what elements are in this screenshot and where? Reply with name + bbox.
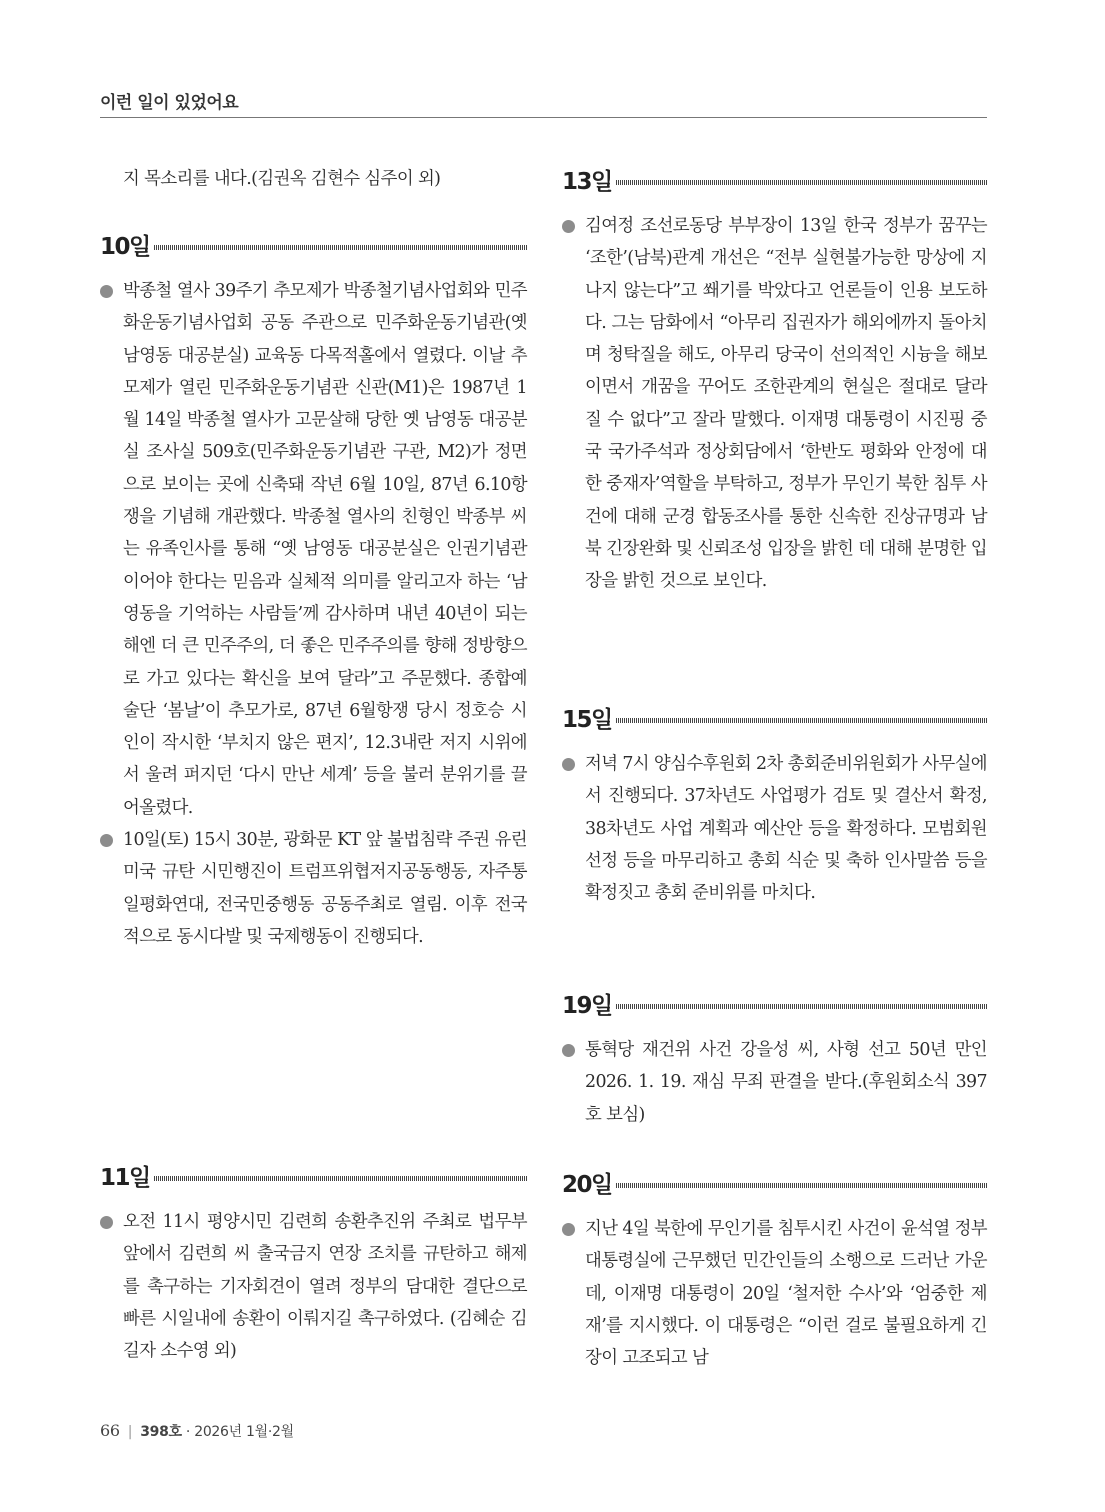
item-text: 10일(토) 15시 30분, 광화문 KT 앞 불법침략 주권 유린 미국 규탄 시민행진이 트럼프위협저지공동행동, 자주통일평화연대, 전국민중행동 공동주최로 열림. 이후 전국적으로 동시다발 및 국제행동이 진행되다. bbox=[123, 830, 527, 947]
day-19-section bbox=[562, 987, 987, 1131]
dotted-rule bbox=[154, 245, 527, 250]
day-10-section bbox=[100, 228, 527, 953]
day-20-heading bbox=[562, 1166, 987, 1199]
day-13-heading bbox=[562, 163, 987, 196]
section-header-title: 이런 일이 있었어요 bbox=[100, 93, 239, 113]
day-label: 19일 bbox=[562, 993, 612, 1019]
item-text: 통혁당 재건위 사건 강을성 씨, 사형 선고 50년 만인 2026. 1. 19. 재심 무죄 판결을 받다.(후원회소식 397호 보심) bbox=[585, 1040, 987, 1125]
header-divider bbox=[100, 117, 987, 118]
list-item bbox=[562, 210, 987, 598]
day-11-section bbox=[100, 1159, 527, 1367]
list-item bbox=[100, 1206, 527, 1367]
list-item bbox=[562, 1034, 987, 1131]
day-label: 11일 bbox=[100, 1165, 150, 1191]
day-label: 15일 bbox=[562, 707, 612, 733]
list-item bbox=[562, 748, 987, 909]
list-item bbox=[562, 1213, 987, 1374]
page-footer bbox=[100, 1421, 294, 1441]
bullet-icon bbox=[562, 220, 575, 233]
list-item bbox=[100, 824, 527, 953]
item-text: 지난 4일 북한에 무인기를 침투시킨 사건이 윤석열 정부 대통령실에 근무했던 민간인들의 소행으로 드러난 가운데, 이재명 대통령이 20일 ‘철저한 수사’와 ‘엄중한 제재’를 지시했다. 이 대통령은 “이런 걸로 불필요하게 긴장이 고조되고 남 bbox=[585, 1219, 987, 1369]
item-text: 오전 11시 평양시민 김련희 송환추진위 주최로 법무부 앞에서 김련희 씨 출국금지 연장 조치를 규탄하고 해제를 촉구하는 기자회견이 열려 정부의 담대한 결단으로 빠른 시일내에 송환이 이뤄지길 촉구하였다. (김혜순 김길자 소수영 외) bbox=[123, 1212, 527, 1362]
issue-number: 398호 bbox=[140, 1424, 182, 1440]
day-15-heading bbox=[562, 701, 987, 734]
day-10-heading bbox=[100, 228, 527, 261]
bullet-icon bbox=[562, 758, 575, 771]
item-text: 김여정 조선로동당 부부장이 13일 한국 정부가 꿈꾸는 ‘조한’(남북)관계 개선은 “전부 실현불가능한 망상에 지나지 않는다”고 쐐기를 박았다고 언론들이 인용 보도하다. 그는 담화에서 “아무리 집권자가 해외에까지 돌아치며 청탁질을 해도, 아무리 당국이 선의적인 시늉을 해보이면서 개꿈을 꾸어도 조한관계의 현실은 절대로 달라질 수 없다”고 잘라 말했다. 이재명 대통령이 시진핑 중국 국가주석과 정상회담에서 ‘한반도 평화와 안정에 대한 중재자’역할을 부탁하고, 정부가 무인기 북한 침투 사건에 대해 군경 합동조사를 통한 신속한 진상규명과 남북 긴장완화 및 신뢰조성 입장을 밝힌 데 대해 분명한 입장을 밝힌 것으로 보인다. bbox=[585, 216, 987, 592]
bullet-icon bbox=[100, 1216, 113, 1229]
list-item bbox=[100, 275, 527, 824]
footer-separator: | bbox=[127, 1424, 133, 1440]
item-text: 박종철 열사 39주기 추모제가 박종철기념사업회와 민주화운동기념사업회 공동 주관으로 민주화운동기념관(옛 남영동 대공분실) 교육동 다목적홀에서 열렸다. 이날 추모제가 열린 민주화운동기념관 신관(M1)은 1987년 1월 14일 박종철 열사가 고문살해 당한 옛 남영동 대공분실 조사실 509호(민주화운동기념관 구관, M2)가 정면으로 보이는 곳에 신축돼 작년 6월 10일, 87년 6.10항쟁을 기념해 개관했다. 박종철 열사의 친형인 박종부 씨는 유족인사를 통해 “옛 남영동 대공분실은 인권기념관이어야 한다는 믿음과 실체적 의미를 알리고자 하는 ‘남영동을 기억하는 사람들’께 감사하며 내년 40년이 되는 해엔 더 큰 민주주의, 더 좋은 민주주의를 향해 정방향으로 가고 있다는 확신을 보여 달라”고 주문했다. 종합예술단 ‘봄날’이 추모가로, 87년 6월항쟁 당시 정호승 시인이 작시한 ‘부치지 않은 편지’, 12.3내란 저지 시위에서 울려 퍼지던 ‘다시 만난 세계’ 등을 불러 분위기를 끌어올렸다. bbox=[123, 281, 527, 818]
day-20-section bbox=[562, 1166, 987, 1374]
left-column-top bbox=[100, 163, 527, 195]
continued-paragraph: 지 목소리를 내다.(김권옥 김현수 심주이 외) bbox=[123, 169, 441, 189]
day-11-heading bbox=[100, 1159, 527, 1192]
bullet-icon bbox=[562, 1223, 575, 1236]
bullet-icon bbox=[100, 834, 113, 847]
bullet-icon bbox=[562, 1044, 575, 1057]
issue-date: · 2026년 1월·2월 bbox=[185, 1424, 294, 1440]
dotted-rule bbox=[616, 1183, 987, 1188]
day-label: 20일 bbox=[562, 1172, 612, 1198]
dotted-rule bbox=[616, 1004, 987, 1009]
dotted-rule bbox=[616, 180, 987, 185]
dotted-rule bbox=[154, 1176, 527, 1181]
bullet-icon bbox=[100, 285, 113, 298]
day-label: 10일 bbox=[100, 234, 150, 260]
day-19-heading bbox=[562, 987, 987, 1020]
day-15-section bbox=[562, 701, 987, 909]
page-number: 66 bbox=[100, 1421, 120, 1440]
item-text: 저녁 7시 양심수후원회 2차 총회준비위원회가 사무실에서 진행되다. 37차년도 사업평가 검토 및 결산서 확정, 38차년도 사업 계획과 예산안 등을 확정하다. 모범회원 선정 등을 마무리하고 총회 식순 및 축하 인사말씀 등을 확정짓고 총회 준비위를 마치다. bbox=[585, 754, 987, 904]
day-13-section bbox=[562, 163, 987, 598]
day-label: 13일 bbox=[562, 169, 612, 195]
dotted-rule bbox=[616, 718, 987, 723]
